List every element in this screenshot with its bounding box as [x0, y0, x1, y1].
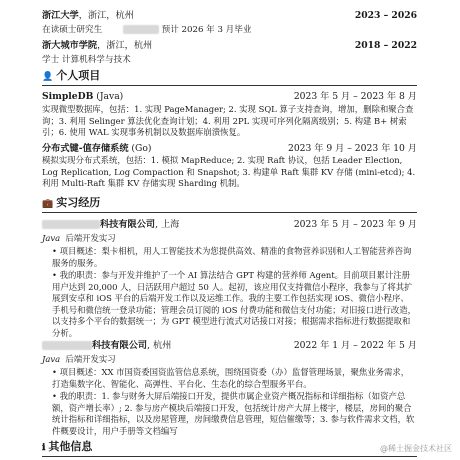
- edu-graduation: 预计 2026 年 3 月毕业: [161, 25, 252, 35]
- job-date: 2022 年 1 月 – 2022 年 5 月: [293, 340, 417, 351]
- edu-date: 2018 – 2022: [354, 40, 417, 51]
- job-role: 后端开发实习: [65, 354, 116, 364]
- edu-location: ，浙江，杭州: [97, 40, 153, 51]
- watermark: @稀土掘金技术社区: [380, 444, 452, 453]
- section-title: 实习经历: [56, 196, 101, 209]
- job-lang: Java: [42, 354, 61, 364]
- edu-row-2: [42, 40, 417, 52]
- project-date: 2023 年 5 月 – 2023 年 8 月: [293, 91, 417, 102]
- project-date: 2023 年 9 月 – 2023 年 10 月: [287, 143, 417, 154]
- job-meta-1: [42, 232, 417, 244]
- edu-school: 浙大城市学院: [42, 40, 98, 51]
- project-row-2: [42, 143, 417, 155]
- edu-degree: 在读硕士研究生: [42, 25, 103, 35]
- section-intern: [42, 196, 417, 213]
- job-duty-2: • 我的职责：1. 参与财务大屏后端接口开发，提供市属企业资产概况指标和详细指标（如资产总额，资产增长率）; 2. 参与房产模块后端接口开发，包括统计房产大屏上楼宇，楼层，房间的聚合统计指标和详细指标，以及房屋管理，房间缴费信息管理，短信催缴等；3. 参与软件需求文档，软件概要设计，用户手册等文档编写: [52, 391, 415, 436]
- project-desc-2: 模拟实现分布式系统，包括：1. 模拟 MapReduce; 2. 实现 Raft 协议，包括 Leader Election, Log Replication, Log Compaction 和 Snapshot; 3. 构建单 Raft 集群 KV 存储 (mini-etcd); 4. 利用 Multi-Raft 集群 KV 存储实现 Sharding 机制。: [42, 155, 416, 189]
- redacted-block: [42, 220, 100, 229]
- job-meta-2: [42, 353, 417, 365]
- job-company: 科技有限公司: [92, 340, 148, 351]
- section-title: 其他信息: [48, 440, 93, 453]
- section-projects: [42, 69, 417, 86]
- job-lang: Java: [42, 233, 61, 243]
- job-date: 2023 年 5 月 – 2023 年 9 月: [293, 219, 417, 230]
- job-overview-2: • 项目概述：XX 市国资委国资监管信息系统，围绕国资委（办）监督管理场景，聚焦业务需求，打造集数字化、智能化、高弹性、平台化、生态化的综合型服务平台。: [52, 367, 410, 389]
- job-row-1: [42, 219, 417, 231]
- edu-row-1: [42, 10, 417, 22]
- person-icon: 👤: [42, 72, 54, 82]
- redacted-block: [123, 25, 159, 34]
- job-overview-1: • 项目概述：梨卡相机，用人工智能技术为您提供高效、精准的食物营养识别和人工智能营养咨询服务的服务。: [52, 246, 412, 268]
- edu-sub-2: [42, 54, 417, 66]
- info-icon: ℹ: [42, 443, 46, 453]
- project-desc-1: 实现微型数据库，包括：1. 实现 PageManager; 2. 实现 SQL 算子支持查询，增加，删除和聚合查询；3. 利用 Selinger 算法优化查询计划；4. 利用 2PL 实现可序列化隔离级别；5. 构建 B+ 树索引；6. 使用 WAL 实现事务机制以及数据库崩溃恢复。: [42, 104, 414, 138]
- job-duty-1: • 我的职责：参与开发并维护了一个 AI 算法结合 GPT 构建的营养师 Agent。目前项目累计注册用户达到 20,000 人，日活跃用户超过 50 人。起初，该应用仅支持微信小程序，我参与了将其扩展到安卓和 iOS 平台的后端开发工作以及运维工作。我的主要工作包括实现 iOS、微信小程序、手机号和微信统一登录功能；管理会员订阅的 iOS 付费功能和微信支付功能；对旧接口进行改造，以支持多个平台的数据统一；为 GPT 模型进行流式对话接口对接；根据需求指标进行数据提取和分析。: [52, 270, 416, 338]
- briefcase-icon: 💼: [42, 199, 54, 209]
- job-company: 科技有限公司: [100, 219, 156, 230]
- project-name: 分布式键-值存储系统: [42, 143, 129, 154]
- job-location: , 上海: [155, 219, 180, 230]
- job-location: , 杭州: [147, 340, 172, 351]
- section-title: 个人项目: [56, 69, 101, 82]
- edu-sub-1: [42, 24, 417, 36]
- project-row-1: [42, 91, 417, 103]
- redacted-block: [42, 341, 92, 350]
- job-role: 后端开发实习: [65, 233, 116, 243]
- job-row-2: [42, 340, 417, 352]
- edu-date: 2023 – 2026: [354, 10, 417, 21]
- edu-degree: 学士 计算机科学与技术: [42, 55, 131, 65]
- project-lang: (Go): [128, 143, 152, 154]
- project-lang: (Java): [93, 91, 124, 102]
- edu-school: 浙江大学: [42, 10, 79, 21]
- section-other: [42, 440, 417, 457]
- project-name: SimpleDB: [42, 91, 94, 102]
- edu-location: ，浙江，杭州: [78, 10, 134, 21]
